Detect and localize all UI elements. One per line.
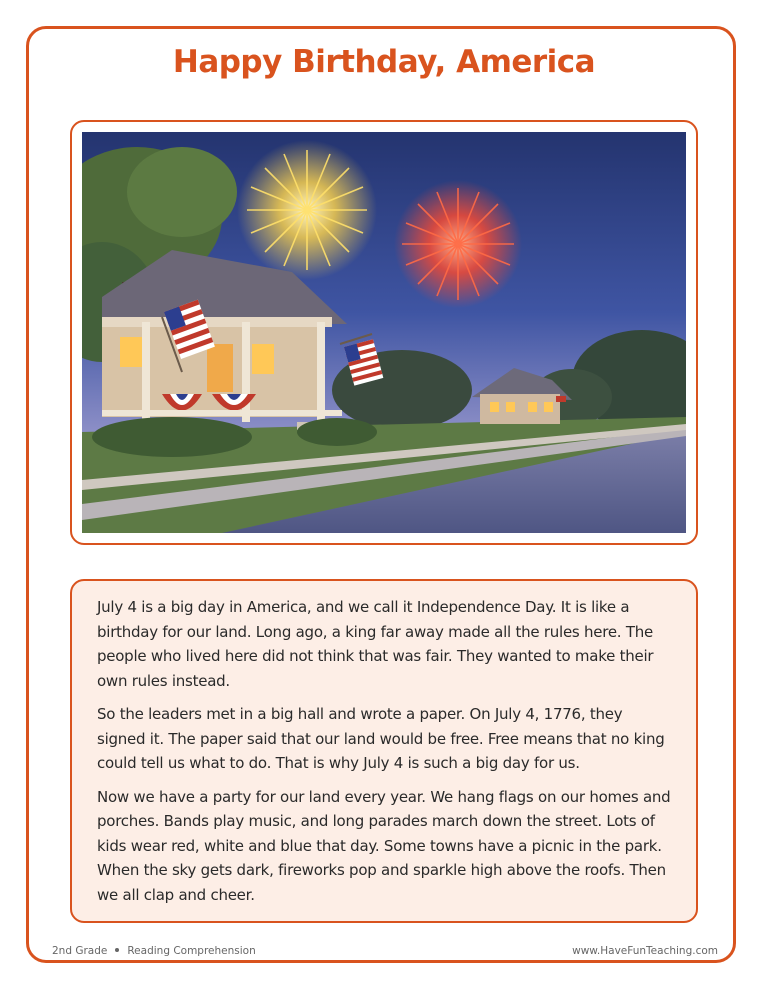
bullet-dot-icon	[115, 948, 119, 952]
passage-paragraph-1: July 4 is a big day in America, and we call it Independence Day. It is like a birthday for our land. Long ago, a king far away made all the rules here. The people who lived here did not think that was fair. They wanted to make their own rules instead.	[97, 598, 654, 690]
red-firework	[394, 180, 522, 308]
footer-grade: 2nd Grade	[52, 945, 108, 957]
footer-grade-subject	[52, 945, 256, 957]
reading-passage	[70, 579, 698, 923]
illustration-frame	[70, 120, 698, 545]
page-title: Happy Birthday, America	[172, 44, 596, 80]
gold-firework	[237, 140, 377, 280]
fourth-of-july-street-scene-icon	[82, 132, 686, 533]
passage-paragraph-3: Now we have a party for our land every year. We hang flags on our homes and porches. Bands play music, and long parades march down the street. Lots of kids wear red, white and blue that day. Some towns have a picnic in the park. When the sky gets dark, fireworks pop and sparkle high above the roofs. Then we all clap and cheer.	[97, 787, 671, 904]
footer-subject: Reading Comprehension	[127, 945, 256, 957]
footer-website: www.HaveFunTeaching.com	[572, 945, 718, 957]
passage-paragraph-2: So the leaders met in a big hall and wrote a paper. On July 4, 1776, they signed it. The paper said that our land would be free. Free means that no king could tell us what to do. That is why July 4 is such a big day for us.	[97, 705, 665, 772]
